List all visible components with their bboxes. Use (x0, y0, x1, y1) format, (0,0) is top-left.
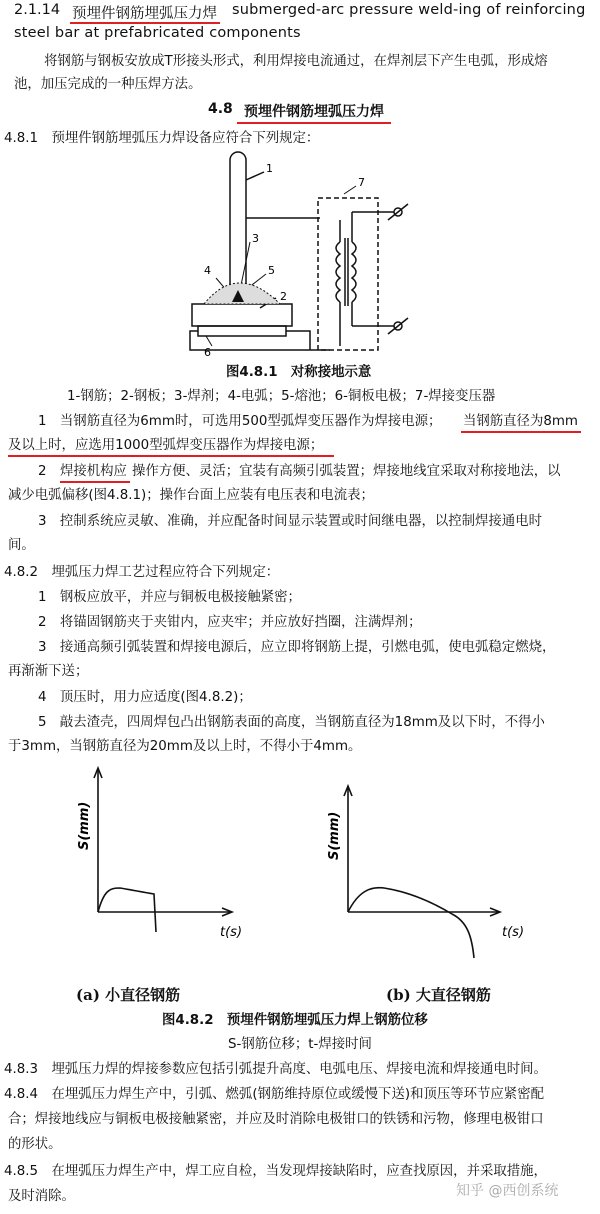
clause-4-8-2-item-4: 4 顶压时，用力应适度(图4.8.2)； (38, 690, 252, 705)
clause-4-8-2-item-2: 2 将锚固钢筋夹于夹钳内，应夹牢；并应放好挡圈，注满焊剂； (38, 615, 422, 630)
section-number: 4.8 (208, 101, 233, 117)
term-underline (70, 22, 220, 24)
fig-label-6: 6 (204, 346, 211, 359)
displacement-curve-a (98, 888, 156, 932)
y-axis-label-b: S(mm) (327, 811, 342, 860)
clause-4-8-1-item-3: 3 控制系统应灵敏、准确，并应配备时间显示装置或时间继电器，以控制焊接通电时 (38, 514, 542, 529)
fig-label-4: 4 (204, 264, 211, 277)
clause-4-8-2-item-3-cont: 再渐渐下送； (8, 664, 89, 679)
figure-4-8-1-legend: 1-钢筋；2-钢板；3-焊剂；4-电弧；5-熔池；6-铜板电极；7-焊接变压器 (67, 389, 496, 404)
steel-plate (192, 304, 292, 326)
clause-4-8-2-item-1: 1 钢板应放平，并应与铜板电极接触紧密； (38, 590, 301, 605)
term-name-en-1: submerged-arc pressure weld-ing of reinforcing (232, 2, 586, 18)
figure-4-8-2b-caption: (b) 大直径钢筋 (386, 986, 491, 1004)
clause-4-8-5-b: 及时消除。 (8, 1189, 75, 1204)
clause-4-8-1-item-2-cont: 减少电弧偏移(图4.8.1)；操作台面上应装有电压表和电流表； (8, 488, 374, 503)
clause-4-8-1-item-1b: 当钢筋直径为8mm (463, 414, 578, 429)
section-title-underline (237, 122, 391, 124)
figure-4-8-1-caption: 图4.8.1 对称接地示意 (226, 365, 372, 380)
clause-4-8-2-item-5: 5 敲去渣壳，四周焊包凸出钢筋表面的高度，当钢筋直径为18mm及以下时，不得小 (38, 715, 545, 730)
clause-4-8-2-intro: 4.8.2 埋弧压力焊工艺过程应符合下列规定： (4, 565, 280, 580)
clause-4-8-4-a: 4.8.4 在埋弧压力焊生产中，引弧、燃弧(钢筋维持原位或缓慢下送)和顶压等环节应紧密配 (4, 1087, 544, 1102)
clause-4-8-1-item-1a: 1 当钢筋直径为6mm时，可选用500型弧焊变压器作为焊接电源； (38, 414, 442, 429)
watermark: 知乎 @西创系统 (456, 1183, 559, 1199)
figure-4-8-2-caption: 图4.8.2 预埋件钢筋埋弧压力焊上钢筋位移 (162, 1013, 428, 1028)
clause-4-8-1-item-2-key: 焊接机构应 (60, 464, 127, 479)
clause-4-8-2-item-3: 3 接通高频引弧装置和焊接电源后，应立即将钢筋上提，引燃电弧，使电弧稳定燃烧， (38, 640, 556, 655)
x-axis-label-b: t(s) (502, 925, 525, 940)
y-axis-label-a: S(mm) (77, 801, 92, 850)
figure-4-8-2a-caption: (a) 小直径钢筋 (76, 986, 181, 1004)
copper-electrode (198, 326, 286, 336)
fig-label-7: 7 (358, 176, 365, 189)
clause-4-8-1-item-2-rest: 操作方便、灵活；宜装有高频引弧装置；焊接地线宜采取对称接地法，以 (132, 464, 561, 479)
item-1-underline-b (8, 455, 334, 457)
displacement-curve-b (348, 888, 474, 958)
section-title: 预埋件钢筋埋弧压力焊 (244, 104, 384, 120)
term-name-en-2: steel bar at prefabricated components (14, 25, 301, 41)
clause-4-8-2-item-5-cont: 于3mm，当钢筋直径为20mm及以上时，不得小于4mm。 (8, 739, 362, 754)
item-2-underline (60, 481, 130, 483)
term-definition-1: 将钢筋与钢板安放成T形接头形式，利用焊接电流通过，在焊剂层下产生电弧，形成熔 (44, 54, 548, 69)
figure-4-8-2a-plot (70, 760, 270, 970)
fig-label-5: 5 (268, 264, 275, 277)
clause-4-8-1-intro: 4.8.1 预埋件钢筋埋弧压力焊设备应符合下列规定： (4, 131, 320, 146)
clause-4-8-1-item-1c: 及以上时，应选用1000型弧焊变压器作为焊接电源； (8, 438, 324, 453)
clause-4-8-3: 4.8.3 埋弧压力焊的焊接参数应包括引弧提升高度、电弧电压、焊接电流和焊接通电时间。 (4, 1062, 547, 1077)
item-1-underline-a (461, 431, 581, 433)
clause-4-8-4-b: 合；焊接地线应与铜板电极接触紧密，并应及时消除电极钳口的铁锈和污物，修理电极钳口 (8, 1112, 544, 1127)
fig-label-3: 3 (252, 232, 259, 245)
fig-label-2: 2 (280, 290, 287, 303)
x-axis-label-a: t(s) (220, 925, 243, 940)
figure-4-8-2b-plot (320, 780, 540, 980)
figure-4-8-1-diagram (180, 150, 420, 362)
clause-4-8-5-a: 4.8.5 在埋弧压力焊生产中，焊工应自检，当发现焊接缺陷时，应查找原因，并采取措施， (4, 1164, 547, 1179)
figure-4-8-2-legend: S-钢筋位移；t-焊接时间 (228, 1037, 372, 1052)
fig-label-1: 1 (266, 162, 273, 175)
term-number: 2.1.14 (14, 2, 61, 18)
clause-4-8-4-c: 的形状。 (8, 1137, 62, 1152)
clause-4-8-1-item-3-cont: 间。 (8, 538, 35, 553)
term-name-cn: 预埋件钢筋埋弧压力焊 (72, 6, 217, 22)
clause-4-8-1-item-2-num: 2 (38, 464, 60, 479)
term-definition-2: 池，加压完成的一种压焊方法。 (14, 77, 202, 92)
